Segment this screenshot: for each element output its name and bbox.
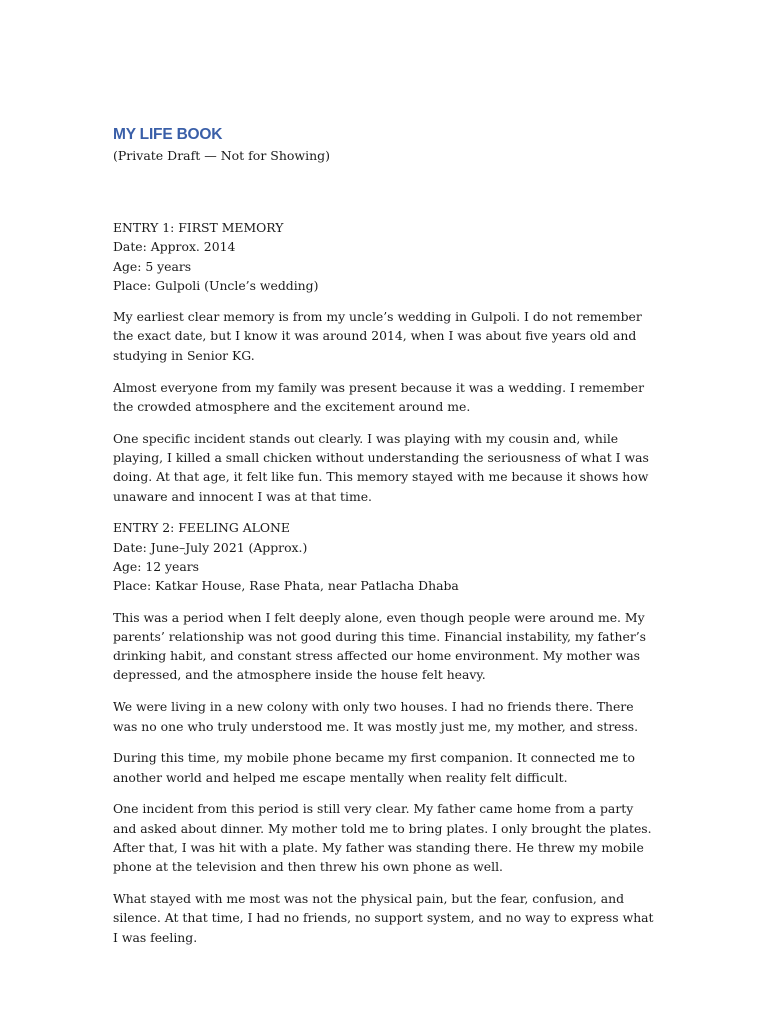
entry-place: Place: Katkar House, Rase Phata, near Patlacha Dhaba	[113, 578, 459, 594]
entry-date: Date: June–July 2021 (Approx.)	[113, 539, 308, 555]
entry-paragraph: Almost everyone from my family was present because it was a wedding. I remember the crowded atmosphere and the excitement around me.	[113, 379, 645, 414]
entry-heading: ENTRY 1: FIRST MEMORY	[113, 220, 284, 235]
entry-paragraph: One specific incident stands out clearly. I was playing with my cousin and, while playing, I killed a small chicken without understanding the seriousness of what I was doing. At that age, it felt like fun. This memory stayed with me because it shows how unaware and innocent I was at that time.	[113, 430, 649, 504]
document-subtitle: (Private Draft — Not for Showing)	[113, 148, 331, 163]
document-title: MY LIFE BOOK	[113, 126, 223, 143]
entry-paragraph: This was a period when I felt deeply alone, even though people were around me. My parents’ relationship was not good during this time. Financial instability, my father’s drinking habit, and constant stress affected our home environment. My mother was depressed, and the atmosphere inside the house felt heavy.	[113, 609, 647, 683]
entry-paragraph: My earliest clear memory is from my uncle’s wedding in Gulpoli. I do not remember the exact date, but I know it was around 2014, when I was about five years old and studying in Senior KG.	[113, 309, 642, 363]
entry-header	[113, 218, 658, 295]
entry-header	[113, 518, 658, 595]
entry-paragraph: During this time, my mobile phone became my first companion. It connected me to another world and helped me escape mentally when reality felt difficult.	[113, 750, 635, 785]
entry-date: Date: Approx. 2014	[113, 239, 236, 255]
entry-heading: ENTRY 2: FEELING ALONE	[113, 520, 290, 536]
entry-paragraph: What stayed with me most was not the physical pain, but the fear, confusion, and silence. At that time, I had no friends, no support system, and no way to express what I was feeling.	[113, 891, 654, 945]
entry-age: Age: 12 years	[113, 558, 200, 574]
entry-paragraph: One incident from this period is still very clear. My father came home from a party and asked about dinner. My mother told me to bring plates. I only brought the plates. After that, I was hit with a plate. My father was standing there. He threw my mobile phone at the television and then threw his own phone as well.	[113, 801, 652, 875]
entry-paragraph: We were living in a new colony with only two houses. I had no friends there. There was no one who truly understood me. It was mostly just me, my mother, and stress.	[113, 699, 639, 734]
entry-2	[113, 518, 658, 947]
entry-place: Place: Gulpoli (Uncle’s wedding)	[113, 277, 319, 293]
entry-age: Age: 5 years	[113, 258, 192, 274]
document-body	[113, 218, 658, 960]
entry-1	[113, 218, 658, 506]
